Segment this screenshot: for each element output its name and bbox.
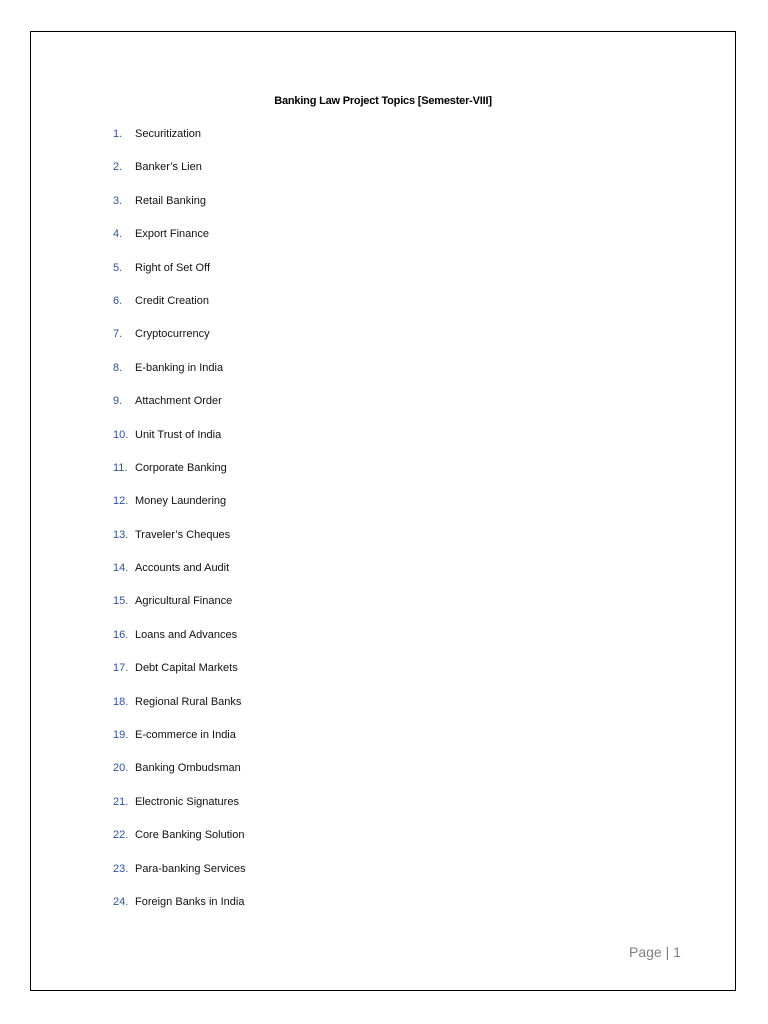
- topic-label: Corporate Banking: [135, 461, 227, 474]
- topic-number: 13.: [113, 528, 129, 541]
- topic-number: 12.: [113, 495, 129, 508]
- document-title: Banking Law Project Topics [Semester-VIII]: [274, 95, 492, 107]
- document-page: [30, 31, 736, 991]
- topic-label: Foreign Banks in India: [135, 895, 245, 908]
- page-number-footer: Page | 1: [629, 944, 681, 960]
- topic-label: Money Laundering: [135, 495, 227, 508]
- topic-label: Traveler’s Cheques: [135, 528, 231, 541]
- topic-label: Banker’s Lien: [135, 161, 202, 174]
- topic-label: Securitization: [135, 128, 202, 140]
- topic-number: 7.: [113, 328, 123, 341]
- topic-label: E-banking in India: [135, 361, 224, 374]
- topic-number: 8.: [113, 361, 123, 374]
- topic-label: Attachment Order: [135, 395, 222, 408]
- topic-number: 10.: [113, 428, 129, 441]
- topic-label: E-commerce in India: [135, 729, 236, 742]
- topic-label: Para-banking Services: [135, 862, 246, 875]
- topic-label: Export Finance: [135, 228, 209, 241]
- topic-label: Unit Trust of India: [135, 428, 222, 441]
- topic-number: 22.: [113, 829, 129, 842]
- topic-number: 16.: [113, 628, 129, 641]
- topic-number: 14.: [113, 562, 129, 575]
- topic-label: Retail Banking: [135, 194, 206, 207]
- topic-number: 2.: [113, 161, 123, 174]
- topic-number: 18.: [113, 695, 129, 708]
- topic-number: 17.: [113, 662, 129, 675]
- topic-label: Electronic Signatures: [135, 795, 239, 808]
- topic-label: Agricultural Finance: [135, 595, 233, 608]
- topic-label: Right of Set Off: [135, 261, 211, 274]
- topic-number: 11.: [113, 461, 128, 474]
- topic-number: 23.: [113, 862, 129, 875]
- topic-number: 3.: [113, 194, 123, 207]
- topic-number: 19.: [113, 729, 129, 742]
- topic-label: Credit Creation: [135, 294, 209, 307]
- topic-number: 21.: [113, 795, 129, 808]
- topic-number: 9.: [113, 395, 123, 408]
- topic-number: 4.: [113, 228, 123, 241]
- topic-label: Debt Capital Markets: [135, 662, 238, 675]
- topic-number: 5.: [113, 261, 123, 274]
- topic-label: Accounts and Audit: [135, 562, 230, 575]
- topic-label: Regional Rural Banks: [135, 695, 242, 708]
- topic-number: 6.: [113, 294, 123, 307]
- topic-number: 20.: [113, 762, 129, 775]
- topic-label: Banking Ombudsman: [135, 762, 241, 775]
- topic-label: Core Banking Solution: [135, 829, 245, 842]
- topic-label: Cryptocurrency: [135, 328, 210, 341]
- topic-label: Loans and Advances: [135, 628, 238, 641]
- topic-number: 24.: [113, 895, 129, 908]
- topic-number: 15.: [113, 595, 129, 608]
- topic-number: 1.: [113, 128, 123, 140]
